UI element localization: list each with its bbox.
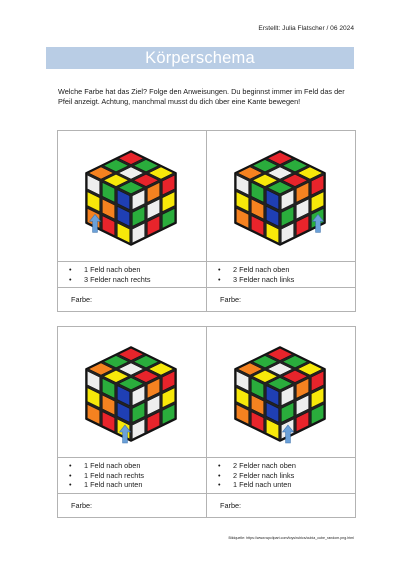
author-credit: Erstellt: Julia Flatscher / 06 2024 [258, 25, 354, 32]
cube-cell [206, 327, 355, 457]
title-bar [46, 47, 354, 69]
step-item: • 1 Feld nach unten [207, 480, 355, 490]
instructions-text: Welche Farbe hat das Ziel? Folge den Anweisungen. Du beginnst immer im Feld das der Pfeil anzeigt. Achtung, manchmal musst du dich über eine Kante bewegen! [58, 87, 345, 106]
steps-cell [58, 458, 206, 493]
color-label: Farbe: [71, 500, 93, 510]
step-item: • 3 Felder nach links [207, 275, 355, 285]
step-item: • 1 Feld nach oben [58, 461, 206, 471]
step-item: • 1 Feld nach rechts [58, 471, 206, 481]
cube-cell [58, 327, 206, 457]
step-item: • 3 Felder nach rechts [58, 275, 206, 285]
color-answer-cell[interactable] [206, 288, 355, 311]
cube-cell [206, 131, 355, 261]
cube-cell [58, 131, 206, 261]
color-label: Farbe: [220, 295, 242, 305]
step-item: • 1 Feld nach unten [58, 480, 206, 490]
step-list [58, 458, 206, 493]
steps-cell [58, 262, 206, 287]
rubiks-cube-image [74, 339, 188, 449]
image-source-credit: Bildquelle: https://www.wpclipart.com/toys/rubics/cubia_cube_random.png.html [228, 536, 354, 540]
rubiks-cube-image [74, 143, 188, 253]
step-item: • 2 Feld nach oben [207, 265, 355, 275]
rubiks-cube-image [223, 339, 337, 449]
color-row [58, 287, 355, 311]
color-answer-cell[interactable] [206, 494, 355, 517]
image-row [58, 131, 355, 261]
step-list [207, 458, 355, 493]
color-answer-cell[interactable] [58, 288, 206, 311]
steps-cell [206, 262, 355, 287]
step-item: • 2 Felder nach links [207, 471, 355, 481]
page-title: Körperschema [145, 49, 255, 67]
color-label: Farbe: [71, 295, 93, 305]
rubiks-cube-image [223, 143, 337, 253]
image-row [58, 327, 355, 457]
step-list [58, 262, 206, 287]
color-answer-cell[interactable] [58, 494, 206, 517]
color-label: Farbe: [220, 500, 242, 510]
steps-row [58, 457, 355, 493]
steps-row [58, 261, 355, 287]
color-row [58, 493, 355, 517]
step-list [207, 262, 355, 287]
step-item: • 1 Feld nach oben [58, 265, 206, 275]
step-item: • 2 Felder nach oben [207, 461, 355, 471]
task-table-1 [57, 130, 356, 312]
task-table-2 [57, 326, 356, 518]
steps-cell [206, 458, 355, 493]
